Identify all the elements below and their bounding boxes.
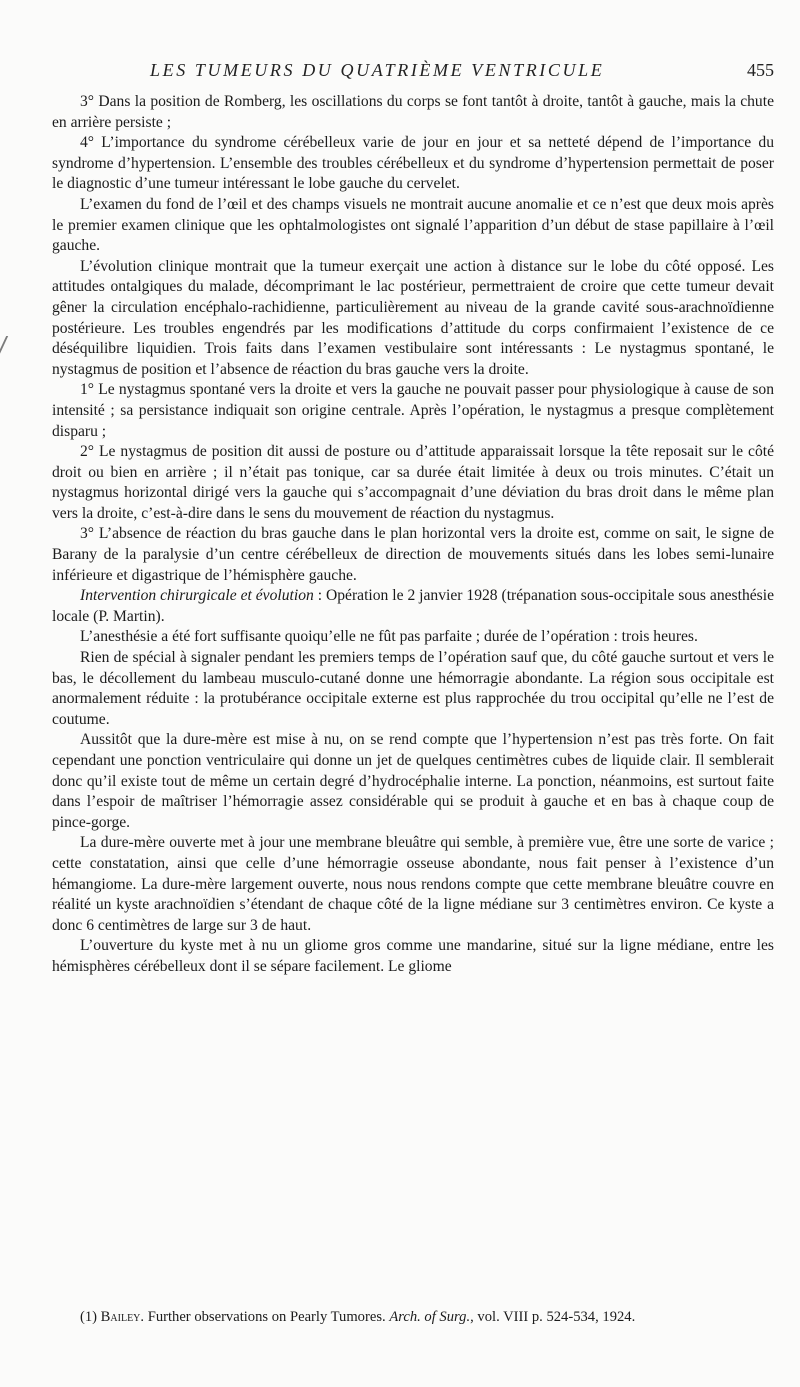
page-header	[150, 60, 774, 81]
paragraph: Rien de spécial à signaler pendant les premiers temps de l’opération sauf que, du côté gauche surtout et vers le bas, le décollement du lambeau musculo-cutané donne une hémorragie abondante. La région sous occipitale est anormalement réduite : la protubérance occipitale externe est plus rapprochée du trou occipital qu’elle ne l’est de coutume.	[52, 649, 774, 728]
footnote-marker: (1)	[80, 1309, 101, 1325]
footnote-reference: , vol. VIII p. 524-534, 1924.	[470, 1309, 636, 1325]
page-number: 455	[747, 60, 774, 80]
paragraph: 3° L’absence de réaction du bras gauche dans le plan horizontal vers la droite est, comme on sait, le signe de Barany de la paralysie d’un centre cérébelleux de direction de mouvements situés dans les lobes semi-lunaire inférieure et digastrique de l’hémisphère gauche.	[52, 525, 774, 584]
paragraph: 2° Le nystagmus de position dit aussi de posture ou d’attitude apparaissait lorsque la tête reposait sur le côté droit ou bien en arrière ; il n’était pas tonique, car sa durée était limitée à deux ou trois minutes. C’était un nystagmus horizontal dirigé vers la gauche qui s’accompagnait d’une déviation du bras droit dans le même plan vers la droite, c’est-à-dire dans le sens du mouvement de réaction du nystagmus.	[52, 443, 774, 522]
paragraph: L’évolution clinique montrait que la tumeur exerçait une action à distance sur le lobe du côté opposé. Les attitudes ontalgiques du malade, décomprimant le lac postérieur, permettraient de croire que cette tumeur devait gêner la circulation encéphalo-rachidienne, particulièrement au niveau de la grande cavité sous-arachnoïdienne postérieure. Les troubles engendrés par les modifications d’attitude du corps confirmaient l’existence de ce déséquilibre liquidien. Trois faits dans l’examen vestibulaire sont intéressants : Le nystagmus spontané, le nystagmus de position et l’absence de réaction du bras gauche vers la droite.	[52, 257, 774, 378]
paragraph: 1° Le nystagmus spontané vers la droite et vers la gauche ne pouvait passer pour physiologique à cause de son intensité ; sa persistance indiquait son origine centrale. Après l’opération, le nystagmus a presque complètement disparu ;	[52, 381, 774, 440]
paragraph: L’anesthésie a été fort suffisante quoiqu’elle ne fût pas parfaite ; durée de l’opération : trois heures.	[80, 628, 698, 646]
paragraph: Aussitôt que la dure-mère est mise à nu, on se rend compte que l’hypertension n’est pas très forte. On fait cependant une ponction ventriculaire qui donne un jet de quelques centimètres cubes de liquide clair. Il semblerait donc qu’il existe tout de même un certain degré d’hydrocéphalie interne. La ponction, néanmoins, est surtout faite dans l’espoir de maîtriser l’hémorragie assez considérable qui se produit à gauche et en bas à chaque coup de pince-gorge.	[52, 731, 774, 831]
paragraph: L’ouverture du kyste met à nu un gliome gros comme une mandarine, situé sur la ligne médiane, entre les hémisphères cérébelleux dont il se sépare facilement. Le gliome	[52, 937, 774, 975]
running-title: LES TUMEURS DU QUATRIÈME VENTRICULE	[150, 60, 605, 80]
intervention-text: : Opération le 2 janvier 1928 (trépanation sous-occipitale sous anesthésie locale (P. Martin).	[52, 587, 774, 625]
footnote-title: . Further observations on Pearly Tumores.	[140, 1309, 390, 1325]
paragraph: 3° Dans la position de Romberg, les oscillations du corps se font tantôt à droite, tantôt à gauche, mais la chute en arrière persiste ;	[52, 93, 774, 131]
intervention-paragraph	[52, 586, 774, 627]
footnote-journal: Arch. of Surg.	[389, 1309, 471, 1325]
paragraph: 4° L’importance du syndrome cérébelleux varie de jour en jour et sa netteté dépend de l’importance du syndrome d’hypertension. L’ensemble des troubles cérébelleux et du syndrome d’hypertension permettait de poser le diagnostic d’une tumeur intéressant le lobe gauche du cervelet.	[52, 134, 774, 193]
paragraph: La dure-mère ouverte met à jour une membrane bleuâtre qui semble, à première vue, être une sorte de varice ; cette constatation, ainsi que celle d’une hémorragie osseuse abondante, nous fait penser à l’existence d’un hémangiome. La dure-mère largement ouverte, nous nous rendons compte que cette membrane bleuâtre couvre en réalité un kyste arachnoïdien s’étendant de chaque côté de la ligne médiane sur 3 centimètres environ. Ce kyste a donc 6 centimètres de large sur 3 de haut.	[52, 834, 774, 934]
intervention-heading: Intervention chirurgicale et évolution	[80, 587, 314, 605]
margin-mark	[0, 336, 13, 354]
footnote	[52, 1308, 774, 1326]
body-text	[52, 92, 774, 978]
footnote-text	[52, 1308, 774, 1326]
paragraph: L’examen du fond de l’œil et des champs visuels ne montrait aucune anomalie et ce n’est que deux mois après le premier examen clinique que les ophtalmologistes ont signalé l’apparition d’un début de stase papillaire à l’œil gauche.	[52, 195, 774, 255]
footnote-author: Bailey	[100, 1309, 141, 1325]
